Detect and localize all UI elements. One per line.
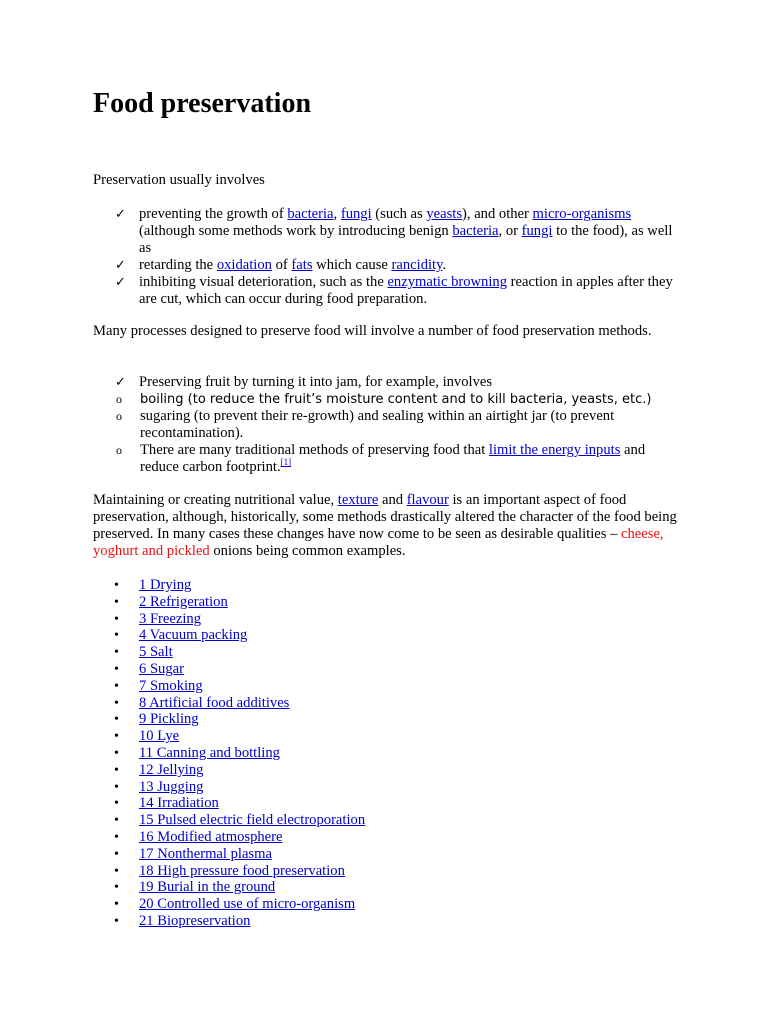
toc-item — [93, 644, 365, 661]
checkmark-icon: ✓ — [115, 275, 126, 290]
list-item: o sugaring (to prevent their re-growth) and sealing within an airtight jar (to prevent recontamination). — [116, 408, 615, 441]
toc-item — [93, 577, 365, 594]
circle-bullet-icon: o — [116, 409, 122, 423]
toc-link[interactable]: 3 Freezing — [139, 610, 202, 627]
toc-link[interactable]: 5 Salt — [139, 644, 173, 661]
toc-link[interactable]: 1 Drying — [139, 577, 192, 593]
methods-paragraph: Many processes designed to preserve food will involve a number of food preservation methods. — [93, 323, 652, 339]
page-title: Food preservation — [93, 88, 312, 119]
bullet-icon: • — [114, 678, 119, 694]
toc-item — [93, 879, 365, 896]
circle-bullet-icon: o — [116, 392, 122, 406]
rancidity-link[interactable]: rancidity — [391, 257, 443, 273]
preservation-goals-list — [93, 206, 683, 308]
bullet-icon: • — [114, 863, 119, 879]
toc-link[interactable]: 16 Modified atmosphere — [139, 828, 283, 845]
bullet-icon: • — [114, 829, 119, 845]
toc-item — [93, 594, 365, 611]
toc-item — [93, 812, 365, 829]
oxidation-link[interactable]: oxidation — [216, 257, 272, 273]
list-item: o boiling (to reduce the fruit’s moisture content and to kill bacteria, yeasts, etc.) — [116, 392, 652, 407]
bacteria-link[interactable]: bacteria — [452, 223, 499, 239]
intro-paragraph: Preservation usually involves — [93, 172, 265, 188]
bullet-icon: • — [114, 897, 119, 913]
bullet-icon: • — [114, 813, 119, 829]
toc-item — [93, 896, 365, 913]
bullet-icon: • — [114, 712, 119, 728]
toc-item — [93, 762, 365, 779]
toc-item — [93, 695, 365, 712]
toc-link[interactable]: 20 Controlled use of micro-organism — [139, 896, 356, 913]
toc-link[interactable]: 18 High pressure food preservation — [139, 862, 345, 879]
limit-energy-inputs-link[interactable]: limit the energy inputs — [488, 442, 621, 458]
texture-link[interactable]: texture — [337, 492, 379, 508]
toc-link[interactable]: 17 Nonthermal plasma — [139, 845, 272, 862]
toc-item — [93, 661, 365, 678]
yeasts-link[interactable]: yeasts — [426, 206, 463, 222]
fungi-link[interactable]: fungi — [340, 206, 372, 222]
toc-link[interactable]: 8 Artificial food additives — [139, 694, 290, 711]
checkmark-icon: ✓ — [115, 207, 126, 222]
toc-link[interactable]: 6 Sugar — [139, 660, 184, 677]
bullet-icon: • — [114, 628, 119, 644]
toc-item — [93, 627, 365, 644]
toc-item — [93, 829, 365, 846]
list-item: ✓ preventing the growth of bacteria, fungi (such as yeasts), and other micro-organisms (although some methods work by introducing benign bacteria, or fungi to the food), as well as — [115, 206, 673, 256]
toc-item — [93, 745, 365, 762]
toc-link[interactable]: 13 Jugging — [139, 778, 204, 795]
bullet-icon: • — [114, 661, 119, 677]
bullet-icon: • — [114, 578, 119, 593]
toc-item — [93, 913, 365, 930]
micro-organisms-link[interactable]: micro-organisms — [532, 206, 632, 222]
toc-item — [93, 863, 365, 880]
bullet-icon: • — [114, 913, 119, 929]
toc-link[interactable]: 2 Refrigeration — [139, 593, 228, 610]
bullet-icon: • — [114, 745, 119, 761]
circle-bullet-icon: o — [116, 443, 122, 457]
toc-link[interactable]: 12 Jellying — [139, 761, 204, 778]
toc-item — [93, 795, 365, 812]
list-item: o There are many traditional methods of preserving food that limit the energy inputs and reduce carbon footprint.[1] — [116, 442, 646, 475]
list-item: ✓ inhibiting visual deterioration, such as the enzymatic browning reaction in apples after they are cut, which can occur during food preparation. — [115, 274, 673, 307]
bullet-icon: • — [114, 762, 119, 778]
bullet-icon: • — [114, 880, 119, 896]
toc-item — [93, 678, 365, 695]
fungi-link[interactable]: fungi — [521, 223, 553, 239]
list-item: ✓ Preserving fruit by turning it into jam, for example, involves o boiling (to reduce the fruit’s moisture content and to kill bacteria, yeasts, etc.) o sugaring (to prevent their re-growth) and sealing within an airtight jar (to prevent recontamination). o There are many traditional methods of preserving food that limit the energy inputs and reduce carbon footprint.[1] — [93, 374, 683, 476]
checkmark-icon: ✓ — [115, 375, 126, 390]
flavour-link[interactable]: flavour — [406, 492, 449, 508]
toc-item — [93, 711, 365, 728]
toc-link[interactable]: 19 Burial in the ground — [139, 879, 276, 896]
bullet-icon: • — [114, 779, 119, 795]
highlighted-text: cheese, yoghurt and pickled — [93, 526, 664, 559]
toc-link[interactable]: 10 Lye — [139, 728, 180, 745]
toc-item — [93, 846, 365, 863]
table-of-contents — [93, 577, 365, 930]
bullet-icon: • — [114, 729, 119, 745]
toc-link[interactable]: 21 Biopreservation — [139, 912, 251, 929]
fats-link[interactable]: fats — [291, 257, 313, 273]
toc-item — [93, 611, 365, 628]
toc-link[interactable]: 7 Smoking — [139, 677, 203, 694]
toc-link[interactable]: 4 Vacuum packing — [139, 627, 248, 644]
toc-link[interactable]: 11 Canning and bottling — [139, 744, 280, 761]
bullet-icon: • — [114, 796, 119, 812]
toc-link[interactable]: 15 Pulsed electric field electroporation — [139, 812, 366, 829]
bacteria-link[interactable]: bacteria — [287, 206, 334, 222]
nutrition-paragraph: Maintaining or creating nutritional value, texture and flavour is an important aspect of food preservation, although, historically, some methods drastically altered the character of the food being preserved. In many cases these changes have now come to be seen as desirable qualities – cheese, yoghurt and pickled onions being common examples. — [93, 492, 677, 559]
list-item: ✓ retarding the oxidation of fats which cause rancidity. — [115, 257, 447, 273]
reference-link[interactable]: [1] — [280, 457, 292, 468]
bullet-icon: • — [114, 611, 119, 627]
toc-item — [93, 728, 365, 745]
toc-link[interactable]: 9 Pickling — [139, 711, 199, 728]
enzymatic-browning-link[interactable]: enzymatic browning — [387, 274, 508, 290]
jam-example-list — [93, 374, 683, 476]
bullet-icon: • — [114, 695, 119, 711]
bullet-icon: • — [114, 594, 119, 610]
toc-item — [93, 779, 365, 796]
bullet-icon: • — [114, 846, 119, 862]
checkmark-icon: ✓ — [115, 258, 126, 273]
jam-steps-list — [93, 391, 683, 476]
bullet-icon: • — [114, 645, 119, 661]
toc-link[interactable]: 14 Irradiation — [139, 795, 219, 812]
